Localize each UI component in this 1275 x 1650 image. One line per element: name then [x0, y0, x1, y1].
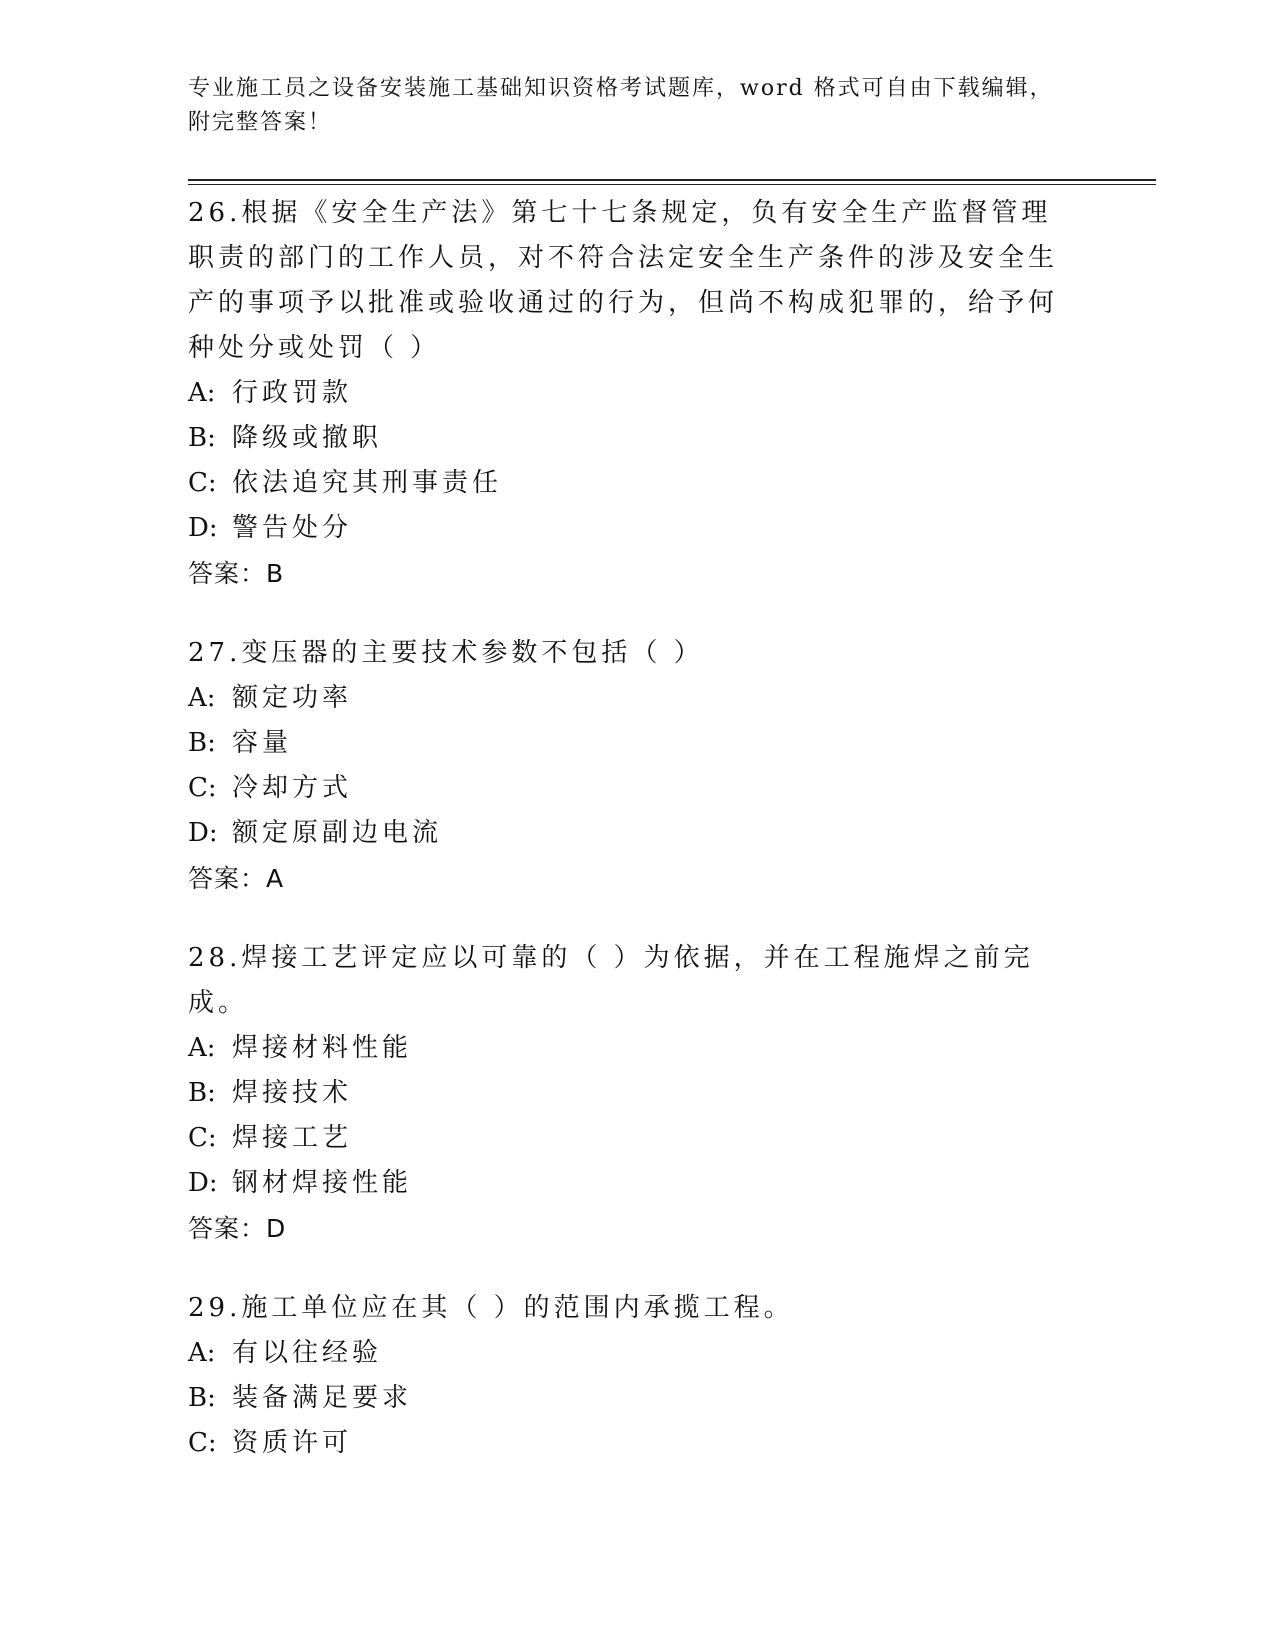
- option-text: 额定功率: [232, 683, 353, 713]
- option-letter: A:: [188, 378, 216, 408]
- answer-value: A: [266, 864, 285, 893]
- question-item: [188, 191, 1088, 596]
- option-c: [188, 1116, 1088, 1161]
- question-item: [188, 631, 1088, 901]
- answer-label: 答案：: [188, 864, 267, 893]
- question-item: [188, 1286, 1088, 1466]
- option-text: 焊接工艺: [232, 1123, 353, 1153]
- option-c: [188, 461, 1088, 506]
- option-c: [188, 1421, 1088, 1466]
- option-text: 依法追究其刑事责任: [232, 468, 503, 498]
- option-text: 有以往经验: [232, 1338, 383, 1368]
- option-text: 冷却方式: [232, 773, 353, 803]
- option-text: 装备满足要求: [232, 1383, 413, 1413]
- option-text: 焊接材料性能: [232, 1033, 413, 1063]
- option-letter: B:: [188, 728, 216, 758]
- option-a: [188, 1331, 1088, 1376]
- option-letter: D:: [188, 818, 218, 848]
- option-d: [188, 506, 1088, 551]
- option-a: [188, 371, 1088, 416]
- option-b: [188, 721, 1088, 766]
- answer-label: 答案：: [188, 1214, 267, 1243]
- question-stem: 26.根据《安全生产法》第七十七条规定，负有安全生产监督管理职责的部门的工作人员，对不符合法定安全生产条件的涉及安全生产的事项予以批准或验收通过的行为，但尚不构成犯罪的，给予何种处分或处罚（ ）: [188, 198, 1059, 363]
- option-text: 资质许可: [232, 1428, 353, 1458]
- option-text: 行政罚款: [232, 378, 353, 408]
- answer-line: [188, 856, 1088, 901]
- option-letter: B:: [188, 1383, 216, 1413]
- option-b: [188, 1376, 1088, 1421]
- option-letter: B:: [188, 1078, 216, 1108]
- question-item: [188, 936, 1088, 1251]
- option-b: [188, 1071, 1088, 1116]
- answer-value: D: [266, 1214, 287, 1243]
- option-a: [188, 676, 1088, 721]
- question-stem: 27.变压器的主要技术参数不包括（ ）: [188, 638, 704, 668]
- option-text: 警告处分: [232, 513, 353, 543]
- option-d: [188, 811, 1088, 856]
- header-line-1: 专业施工员之设备安装施工基础知识资格考试题库，word 格式可自由下载编辑，: [188, 76, 1054, 101]
- option-text: 焊接技术: [232, 1078, 353, 1108]
- answer-value: B: [266, 559, 285, 588]
- header-line-2: 附完整答案！: [188, 110, 333, 135]
- option-letter: D:: [188, 513, 218, 543]
- option-letter: C:: [188, 773, 217, 803]
- answer-line: [188, 551, 1088, 596]
- option-a: [188, 1026, 1088, 1071]
- option-b: [188, 416, 1088, 461]
- option-letter: A:: [188, 1338, 216, 1368]
- option-text: 钢材焊接性能: [232, 1168, 413, 1198]
- option-letter: A:: [188, 683, 216, 713]
- option-letter: B:: [188, 423, 216, 453]
- option-text: 降级或撤职: [232, 423, 383, 453]
- question-stem: 28.焊接工艺评定应以可靠的（ ）为依据，并在工程施焊之前完成。: [188, 943, 1034, 1018]
- answer-label: 答案：: [188, 559, 267, 588]
- answer-line: [188, 1206, 1088, 1251]
- option-letter: C:: [188, 1428, 217, 1458]
- question-list: [188, 191, 1088, 1501]
- option-c: [188, 766, 1088, 811]
- header-divider-thin: [188, 184, 1156, 185]
- option-text: 容量: [232, 728, 293, 758]
- option-d: [188, 1161, 1088, 1206]
- header-divider-thick: [188, 179, 1156, 181]
- option-letter: C:: [188, 1123, 217, 1153]
- document-header: [188, 72, 1068, 140]
- question-stem: 29.施工单位应在其（ ）的范围内承揽工程。: [188, 1293, 794, 1323]
- option-letter: D:: [188, 1168, 218, 1198]
- option-letter: A:: [188, 1033, 216, 1063]
- option-letter: C:: [188, 468, 217, 498]
- option-text: 额定原副边电流: [232, 818, 443, 848]
